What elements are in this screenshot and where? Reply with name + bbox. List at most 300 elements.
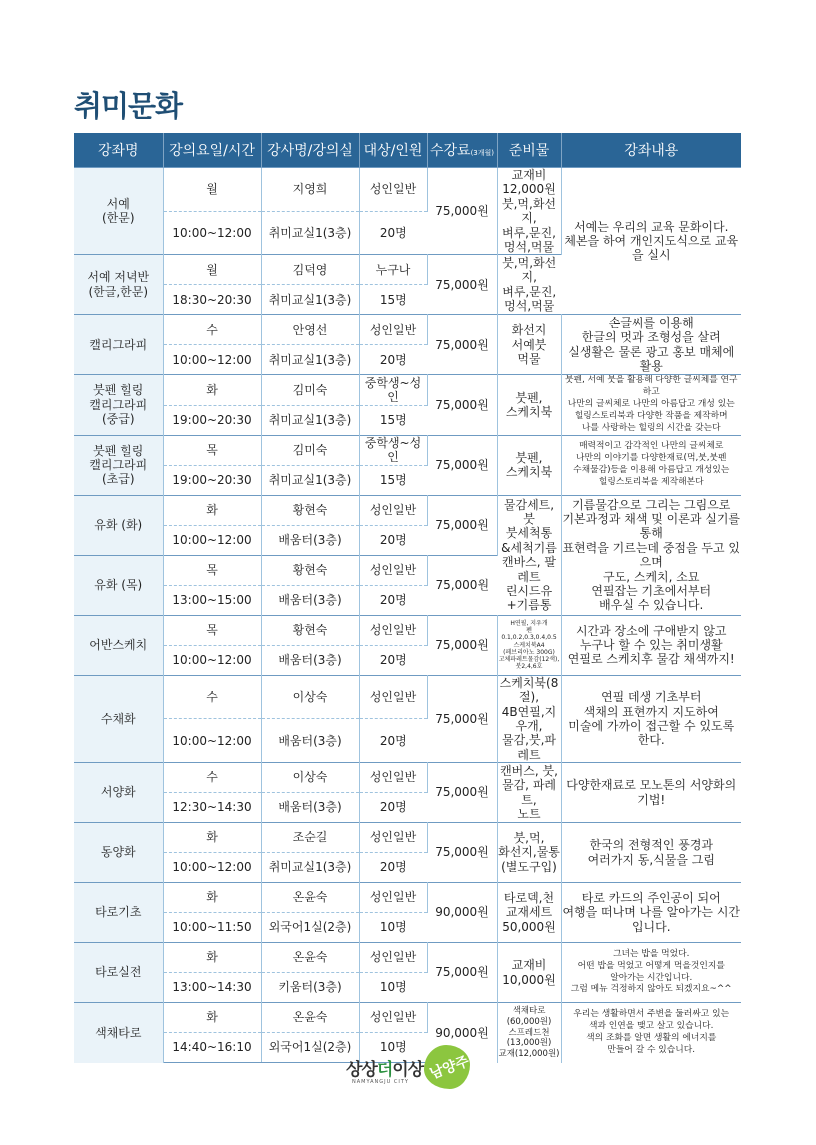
header-instructor: 강사명/강의실 [261, 133, 359, 168]
instructor-name-text: 조순길 [292, 830, 328, 845]
course-room [261, 853, 359, 883]
instructor-name-text: 김미숙 [292, 382, 328, 397]
instructor-name [261, 943, 359, 973]
course-table-body [74, 168, 741, 1063]
instructor-name-text: 황현숙 [292, 563, 328, 578]
course-fee [427, 375, 497, 435]
course-time [163, 973, 261, 1003]
course-materials-text: 교재비 10,000원 [502, 958, 556, 987]
course-materials-text: 물감세트, 붓 붓세척통 &세척기름 캔바스, 팔레트 린시드유 +기름통 [501, 497, 557, 613]
course-name [74, 1003, 163, 1063]
course-room-text: 배움터(3층) [278, 733, 342, 748]
course-materials [497, 1003, 561, 1063]
course-day-text: 수 [206, 770, 218, 785]
course-fee-text: 75,000원 [435, 845, 489, 860]
course-room [261, 465, 359, 495]
course-capacity [359, 211, 427, 255]
instructor-name-text: 김덕영 [292, 262, 328, 277]
course-room-text: 배움터(3층) [278, 653, 342, 668]
course-materials [497, 435, 561, 495]
course-name [74, 435, 163, 495]
course-materials-text: 붓펜, 스케치북 [505, 390, 553, 420]
course-fee-text: 75,000원 [435, 397, 489, 412]
course-room-text: 배움터(3층) [278, 593, 342, 608]
course-capacity [359, 285, 427, 315]
instructor-name-text: 이상숙 [292, 689, 328, 704]
course-fee [427, 883, 497, 943]
course-capacity-text: 20명 [379, 593, 407, 608]
course-capacity [359, 973, 427, 1003]
course-day [163, 315, 261, 345]
course-materials [497, 883, 561, 943]
course-day [163, 763, 261, 793]
course-fee-text: 75,000원 [435, 337, 489, 352]
course-fee-text: 75,000원 [435, 638, 489, 653]
course-room-text: 배움터(3층) [278, 800, 342, 815]
slogan-pre: 상상 [346, 1060, 377, 1080]
course-content [561, 315, 741, 375]
course-capacity-text: 20명 [379, 800, 407, 815]
course-fee [427, 675, 497, 762]
course-capacity-text: 10명 [379, 1040, 407, 1055]
instructor-name [261, 375, 359, 405]
course-name-text: 타로실전 [95, 965, 142, 980]
course-time-text: 12:30~14:30 [172, 800, 252, 815]
course-room-text: 취미교실1(3층) [268, 860, 352, 875]
course-day [163, 883, 261, 913]
course-materials [497, 763, 561, 823]
course-day-text: 화 [206, 503, 218, 518]
course-name [74, 495, 163, 555]
course-name-text: 서예 저녁반 (한글,한문) [87, 270, 150, 299]
course-fee-text: 90,000원 [435, 905, 489, 920]
course-time-text: 10:00~12:00 [172, 860, 252, 875]
course-day [163, 1003, 261, 1033]
course-day-text: 목 [206, 623, 218, 638]
course-row [74, 1003, 741, 1033]
course-name-text: 유화 (목) [94, 578, 143, 593]
course-time-text: 14:40~16:10 [172, 1040, 252, 1055]
instructor-name [261, 883, 359, 913]
course-row [74, 763, 741, 793]
course-target-text: 성인일반 [369, 1010, 417, 1025]
course-row [74, 168, 741, 212]
course-name [74, 168, 163, 255]
course-fee [427, 555, 497, 615]
course-time-text: 10:00~12:00 [172, 733, 252, 748]
course-fee-text: 75,000원 [435, 785, 489, 800]
course-content-text: 타로 카드의 주인공이 되어 여행을 떠나며 나를 알아가는 시간입니다. [562, 890, 741, 934]
course-target-text: 성인일반 [369, 623, 417, 638]
course-target [359, 168, 427, 212]
page-title: 취미문화 [74, 89, 183, 123]
course-content-text: 우리는 생활하면서 주변을 둘러싸고 있는 색과 인연을 맺고 살고 있습니다. 색의 조화를 알면 생활의 에너지를 만들어 갈 수 있습니다. [573, 1009, 730, 1055]
course-room [261, 211, 359, 255]
course-materials-text: H연필, 지우개 펜 0.1,0.2,0.3,0.4,0.5 스케치북A4 (페브리아노 300G) 고체파레트물감(12색), 붓2,4,6호 [498, 620, 560, 671]
course-target [359, 255, 427, 285]
course-target-text: 성인일반 [369, 890, 417, 905]
course-room-text: 취미교실1(3층) [268, 352, 352, 367]
course-capacity-text: 20명 [379, 352, 407, 367]
course-time-text: 13:00~14:30 [172, 980, 252, 995]
course-fee-text: 75,000원 [435, 277, 489, 292]
course-name [74, 823, 163, 883]
course-time [163, 645, 261, 675]
course-name-text: 캘리그라피 [89, 337, 148, 352]
course-content-text: 기름물감으로 그리는 그림으로 기본과정과 채색 및 이론과 실기를 통해 표현력을 기르는데 중점을 두고 있으며 구도, 스케치, 소묘 연필잡는 기초에서부터 배우실 수 있습니다. [562, 497, 741, 613]
course-day-text: 화 [206, 890, 218, 905]
course-time-text: 19:00~20:30 [172, 412, 252, 427]
course-capacity-text: 20명 [379, 860, 407, 875]
course-day-text: 화 [206, 382, 218, 397]
header-course-name: 강좌명 [74, 133, 163, 168]
course-time [163, 793, 261, 823]
course-day-text: 화 [206, 830, 218, 845]
course-day [163, 255, 261, 285]
course-capacity-text: 15명 [379, 292, 407, 307]
course-room [261, 585, 359, 615]
course-name-text: 서양화 [100, 785, 136, 800]
course-room-text: 취미교실1(3층) [268, 412, 352, 427]
slogan-post: 이상 [392, 1060, 424, 1080]
course-content-text: 매력적이고 감각적인 나만의 글씨체로 나만의 이야기를 다양한재료(먹,붓,붓펜 수채물감)등을 이용해 아름답고 개성있는 힐링스토리북을 제작해본다 [573, 441, 730, 488]
course-target-text: 성인일반 [369, 770, 417, 785]
course-day [163, 495, 261, 525]
course-fee-text: 75,000원 [435, 711, 489, 726]
course-content-text: 시간과 장소에 구애받지 않고 누구나 할 수 있는 취미생활 연필로 스케치후 물감 채색까지! [567, 623, 735, 667]
course-target [359, 495, 427, 525]
table-header-row [74, 133, 741, 168]
course-target [359, 763, 427, 793]
course-day-text: 목 [206, 563, 218, 578]
instructor-name [261, 495, 359, 525]
course-day-text: 월 [206, 182, 218, 197]
course-time-text: 10:00~11:50 [172, 920, 252, 935]
course-capacity [359, 345, 427, 375]
course-fee-text: 75,000원 [435, 578, 490, 593]
course-time [163, 405, 261, 435]
course-day-text: 화 [206, 950, 218, 965]
course-materials-text: 교재비 12,000원 붓,먹,화선지, 벼루,문진, 멍석,먹물 [502, 168, 556, 254]
course-row [74, 823, 741, 853]
course-materials-text: 스케치북(8절), 4B연필,지우개, 물감,붓,파레트 [499, 675, 559, 762]
header-fee-label: 수강료 [429, 143, 471, 159]
course-materials-text: 붓,먹,화선지, 벼루,문진, 멍석,먹물 [502, 256, 557, 314]
course-content [561, 943, 741, 1003]
course-materials [497, 615, 561, 675]
course-time [163, 525, 261, 555]
course-content [561, 615, 741, 675]
course-fee-text: 75,000원 [435, 203, 489, 218]
course-materials-text: 붓펜, 스케치북 [505, 450, 553, 480]
course-content-text: 다양한재료로 모노톤의 서양화의 기법! [566, 778, 737, 807]
course-name-text: 서예 (한문) [101, 196, 135, 226]
course-name-text: 어반스케치 [89, 638, 148, 653]
course-day [163, 435, 261, 465]
instructor-name [261, 315, 359, 345]
course-content [561, 168, 741, 315]
course-capacity-text: 20명 [379, 225, 407, 240]
course-name [74, 375, 163, 435]
course-name [74, 315, 163, 375]
course-target [359, 435, 427, 465]
course-fee-text: 75,000원 [435, 458, 489, 473]
course-room [261, 1033, 359, 1063]
course-day-text: 화 [206, 1010, 218, 1025]
course-target [359, 675, 427, 719]
course-content [561, 675, 741, 762]
course-name-text: 동양화 [100, 845, 136, 860]
course-content [561, 823, 741, 883]
course-content-text: 붓펜, 서예 붓을 활용해 다양한 글씨체를 연구하고 나만의 글씨체로 나만의 아름답고 개성 있는 힐링스토리북과 다양한 작품을 제작하며 나를 사랑하는 힐링의 시간을 갖는다 [564, 375, 738, 433]
course-time-text: 10:00~12:00 [172, 533, 252, 548]
course-capacity [359, 405, 427, 435]
course-time [163, 211, 261, 255]
instructor-name [261, 763, 359, 793]
course-materials [497, 375, 561, 435]
course-capacity [359, 585, 427, 615]
course-name-text: 붓펜 힐링 캘리그라피 (중급) [89, 383, 148, 427]
course-materials [497, 255, 561, 315]
course-name [74, 763, 163, 823]
course-row [74, 883, 741, 913]
slogan-mark: 더 [376, 1060, 393, 1080]
course-fee-text: 75,000원 [435, 518, 489, 533]
instructor-name [261, 675, 359, 719]
course-target [359, 315, 427, 345]
course-fee [427, 255, 497, 315]
course-materials [497, 495, 561, 615]
course-fee [427, 315, 497, 375]
course-room [261, 793, 359, 823]
course-capacity [359, 913, 427, 943]
instructor-name-text: 김미숙 [292, 443, 328, 458]
header-target: 대상/인원 [359, 133, 427, 168]
course-name-text: 수채화 [100, 711, 136, 726]
course-fee [427, 168, 497, 255]
course-name [74, 943, 163, 1003]
instructor-name-text: 황현숙 [292, 503, 328, 518]
course-time-text: 13:00~15:00 [172, 593, 252, 608]
course-target [359, 883, 427, 913]
course-time [163, 585, 261, 615]
course-room [261, 345, 359, 375]
course-capacity [359, 793, 427, 823]
course-row [74, 375, 741, 405]
header-fee [427, 133, 497, 168]
course-target [359, 1003, 427, 1033]
course-time-text: 19:00~20:30 [172, 473, 252, 488]
course-name-text: 타로기초 [95, 905, 142, 920]
course-materials [497, 943, 561, 1003]
course-content-text: 한국의 전형적인 풍경과 여러가지 동,식물을 그림 [587, 838, 715, 867]
header-content: 강좌내용 [561, 133, 741, 168]
course-name-text: 유화 (화) [94, 518, 143, 533]
course-name [74, 615, 163, 675]
course-day [163, 168, 261, 212]
course-target-text: 성인일반 [369, 830, 417, 845]
course-capacity [359, 853, 427, 883]
course-capacity [359, 719, 427, 763]
instructor-name [261, 1003, 359, 1033]
course-time [163, 719, 261, 763]
course-materials-text: 색채타로 (60,000원) 스프레드천 (13,000원) 교재(12,000원) [498, 1006, 560, 1059]
course-capacity-text: 15명 [379, 412, 407, 427]
course-room [261, 973, 359, 1003]
course-day-text: 목 [206, 443, 218, 458]
course-day-text: 수 [206, 689, 218, 704]
course-capacity [359, 525, 427, 555]
course-name-text: 색채타로 [95, 1025, 142, 1040]
instructor-name [261, 168, 359, 212]
instructor-name-text: 이상숙 [292, 770, 328, 785]
course-content [561, 1003, 741, 1063]
course-content-text: 손글씨를 이용해 한글의 멋과 조형성을 살려 실생활은 물론 광고 홍보 매체에 활용 [568, 316, 735, 374]
course-materials [497, 823, 561, 883]
course-room-text: 취미교실1(3층) [268, 292, 352, 307]
course-name [74, 883, 163, 943]
course-capacity [359, 645, 427, 675]
course-room-text: 배움터(3층) [278, 533, 342, 548]
course-content-text: 서예는 우리의 교육 문화이다. 체본을 하여 개인지도식으로 교육을 실시 [564, 219, 739, 263]
header-fee-note: (3개월) [470, 149, 495, 157]
course-capacity-text: 20명 [379, 653, 407, 668]
course-room [261, 719, 359, 763]
city-logo-text: 남양주 [427, 1053, 472, 1083]
course-row [74, 615, 741, 645]
course-capacity-text: 10명 [379, 980, 407, 995]
course-target [359, 823, 427, 853]
course-content [561, 763, 741, 823]
course-row [74, 495, 741, 525]
city-slogan-sub: NAMYANGJU CITY [352, 1079, 409, 1085]
footer-logo [346, 1045, 476, 1095]
instructor-name-text: 황현숙 [292, 623, 328, 638]
course-capacity-text: 20명 [379, 733, 407, 748]
course-content [561, 883, 741, 943]
course-time-text: 10:00~12:00 [172, 352, 252, 367]
course-target-text: 성인일반 [369, 950, 417, 965]
course-fee [427, 823, 497, 883]
course-time [163, 913, 261, 943]
instructor-name-text: 온윤숙 [292, 1010, 328, 1025]
instructor-name [261, 823, 359, 853]
city-slogan [346, 1055, 423, 1080]
course-room [261, 285, 359, 315]
course-target [359, 615, 427, 645]
course-target-text: 누구나 [375, 262, 411, 277]
course-time-text: 10:00~12:00 [172, 225, 252, 240]
course-name [74, 555, 163, 615]
instructor-name-text: 지영희 [292, 182, 328, 197]
course-target-text: 중학생~성인 [364, 435, 422, 465]
course-capacity-text: 20명 [379, 533, 407, 548]
course-day [163, 375, 261, 405]
course-content-text: 그녀는 밥을 먹었다. 어떤 밥을 먹었고 어떻게 먹을것인지를 알아가는 시간입니다. 그럼 메뉴 걱정하지 않아도 되겠지요~^^ [570, 948, 732, 995]
course-room [261, 645, 359, 675]
course-row [74, 315, 741, 345]
course-materials [497, 315, 561, 375]
course-capacity-text: 10명 [379, 920, 407, 935]
course-materials [497, 675, 561, 762]
course-day [163, 555, 261, 585]
course-target-text: 성인일반 [369, 563, 417, 578]
course-day-text: 월 [206, 262, 218, 277]
course-target [359, 375, 427, 405]
course-time [163, 465, 261, 495]
course-fee-text: 90,000원 [435, 1025, 489, 1040]
course-materials [497, 168, 561, 255]
course-target-text: 성인일반 [369, 182, 417, 197]
course-target-text: 성인일반 [369, 689, 417, 704]
header-materials: 준비물 [497, 133, 561, 168]
instructor-name-text: 온윤숙 [292, 950, 328, 965]
course-row [74, 943, 741, 973]
course-target [359, 943, 427, 973]
course-room [261, 525, 359, 555]
course-fee [427, 615, 497, 675]
instructor-name [261, 615, 359, 645]
course-row [74, 675, 741, 719]
header-schedule: 강의요일/시간 [163, 133, 261, 168]
course-room-text: 외국어1실(2층) [268, 920, 352, 935]
instructor-name [261, 555, 359, 585]
course-materials-text: 화선지 서예붓 먹물 [511, 323, 547, 367]
course-time [163, 285, 261, 315]
course-day [163, 615, 261, 645]
course-day [163, 943, 261, 973]
course-fee [427, 495, 497, 555]
course-room [261, 405, 359, 435]
instructor-name-text: 안영선 [292, 322, 328, 337]
instructor-name [261, 255, 359, 285]
course-room [261, 913, 359, 943]
course-materials-text: 캔버스, 붓, 물감, 파레트, 노트 [500, 763, 558, 821]
course-fee-text: 75,000원 [435, 965, 489, 980]
course-capacity-text: 15명 [379, 473, 407, 488]
course-fee [427, 763, 497, 823]
course-fee [427, 943, 497, 1003]
course-time [163, 853, 261, 883]
course-room-text: 취미교실1(3층) [268, 225, 352, 240]
course-room-text: 외국어1실(2층) [268, 1040, 352, 1055]
course-content [561, 375, 741, 435]
course-materials-text: 붓,먹, 화선지,물통 (별도구입) [498, 830, 560, 874]
course-target-text: 중학생~성인 [364, 375, 422, 404]
course-content [561, 435, 741, 495]
course-name [74, 255, 163, 315]
course-target-text: 성인일반 [369, 322, 417, 337]
course-time-text: 18:30~20:30 [172, 292, 252, 307]
course-time [163, 345, 261, 375]
course-row [74, 435, 741, 465]
course-time [163, 1033, 261, 1063]
course-content-text: 연필 데생 기초부터 색채의 표현까지 지도하여 미술에 가까이 접근할 수 있도록 한다. [568, 690, 735, 748]
course-time-text: 10:00~12:00 [172, 653, 252, 668]
course-capacity [359, 465, 427, 495]
course-room-text: 키움터(3층) [278, 980, 342, 995]
course-day [163, 823, 261, 853]
instructor-name-text: 온윤숙 [292, 890, 328, 905]
course-name [74, 675, 163, 762]
course-content [561, 495, 741, 615]
instructor-name [261, 435, 359, 465]
course-day-text: 수 [206, 322, 218, 337]
course-table [74, 133, 741, 1063]
course-name-text: 붓펜 힐링 캘리그라피 (초급) [89, 443, 148, 487]
course-materials-text: 타로덱,천 교재세트 50,000원 [502, 890, 556, 934]
course-target-text: 성인일반 [369, 503, 417, 518]
